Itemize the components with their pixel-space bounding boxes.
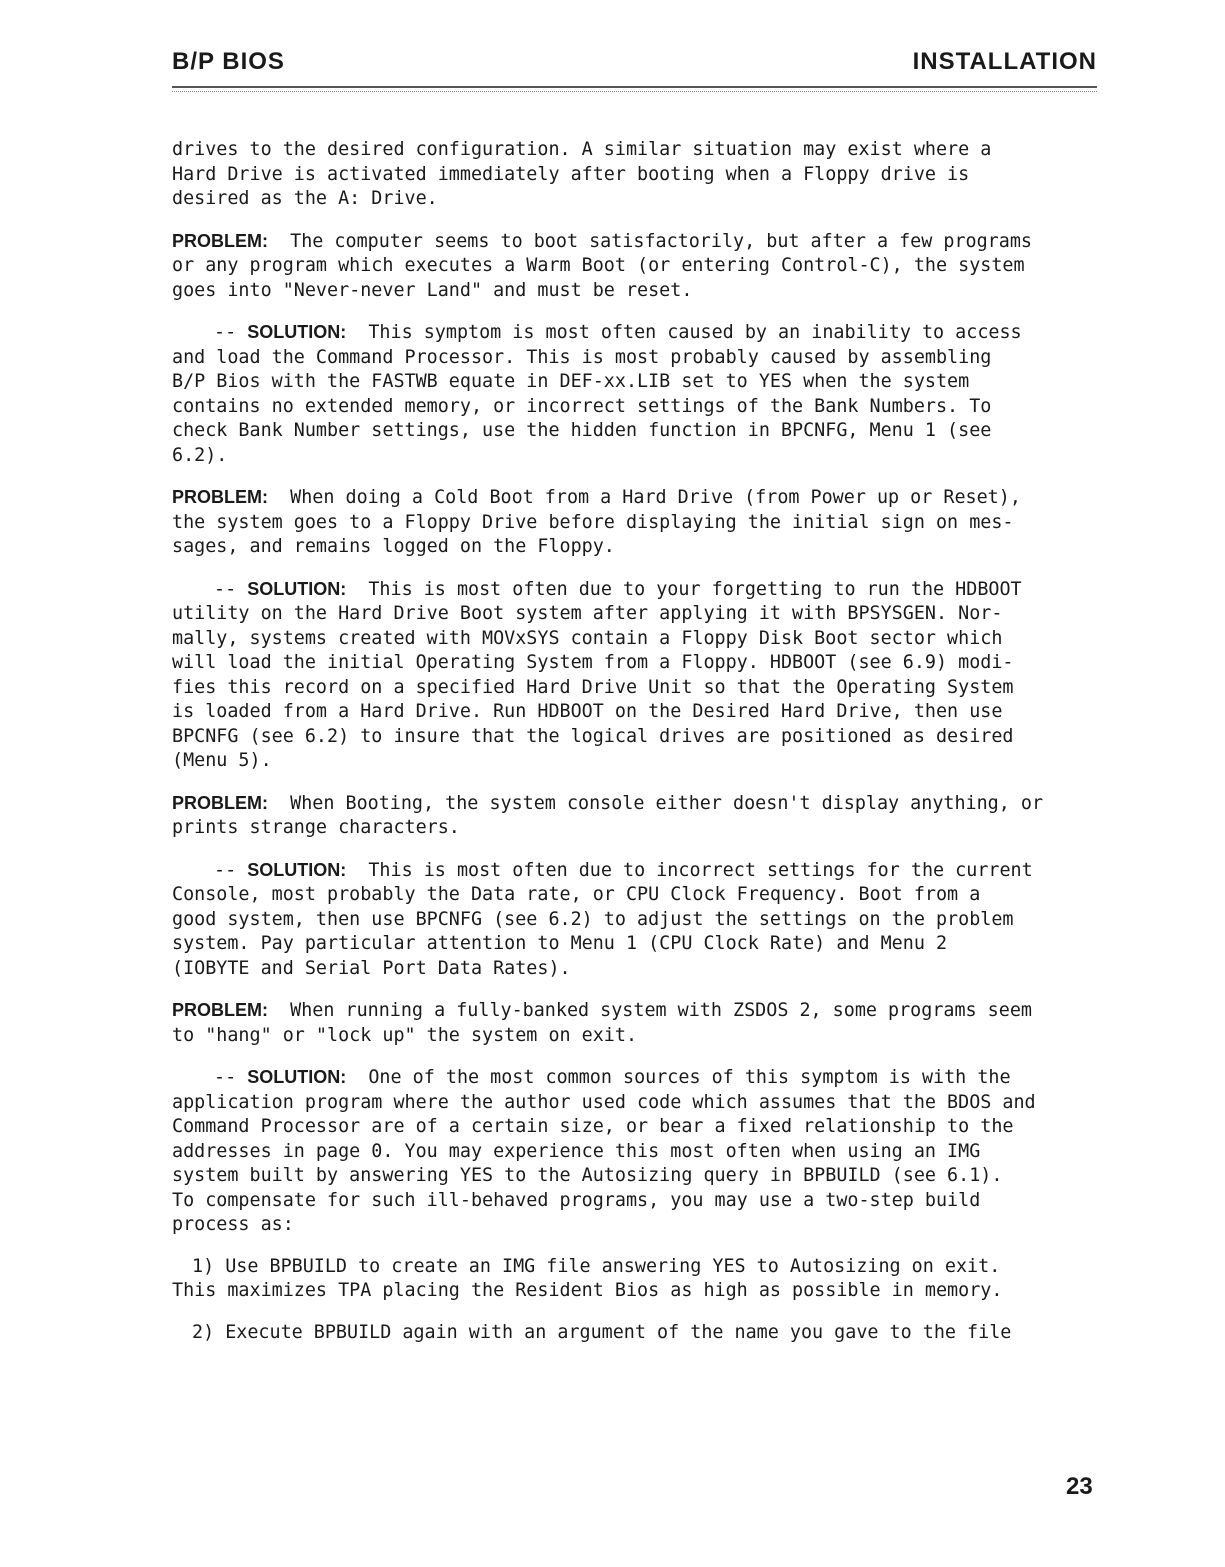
solution-paragraph	[172, 858, 1117, 982]
solution-label: SOLUTION:	[247, 578, 347, 599]
text-line: check Bank Number settings, use the hidden function in BPCNFG, Menu 1 (see	[172, 420, 992, 441]
text-line	[172, 229, 1117, 255]
solution-label: SOLUTION:	[247, 1067, 347, 1087]
text-line: (Menu 5).	[172, 750, 272, 771]
text-run: The computer seems to boot satisfactorily, but after a few programs	[268, 230, 1032, 252]
text-line: sages, and remains logged on the Floppy.	[172, 536, 615, 557]
text-line: and load the Command Processor. This is most probably caused by assembling	[172, 346, 992, 368]
text-line: B/P Bios with the FASTWB equate in DEF-xx.LIB set to YES when the system	[172, 371, 970, 392]
text-run: This is most often due to incorrect settings for the current	[346, 859, 1033, 881]
text-line	[172, 1065, 1117, 1091]
header-title-left: B/P BIOS	[172, 48, 285, 75]
text-line: desired as the A: Drive.	[172, 188, 438, 209]
text-line: to "hang" or "lock up" the system on exit.	[172, 1024, 638, 1046]
solution-label: SOLUTION:	[247, 859, 347, 880]
problem-label: PROBLEM:	[172, 1000, 268, 1020]
solution-label: SOLUTION:	[247, 322, 347, 342]
paragraph	[172, 138, 1117, 212]
dash-prefix: --	[214, 322, 248, 343]
text-line: 1) Use BPBUILD to create an IMG file answering YES to Autosizing on exit.	[192, 1255, 1001, 1277]
text-line	[172, 577, 1117, 603]
problem-paragraph	[172, 485, 1117, 560]
problem-label: PROBLEM:	[172, 230, 268, 251]
text-line: Console, most probably the Data rate, or CPU Clock Frequency. Boot from a	[172, 884, 981, 905]
text-line: the system goes to a Floppy Drive before displaying the initial sign on mes-	[172, 511, 1014, 533]
step-paragraph	[172, 1321, 1117, 1346]
text-line: system built by answering YES to the Autosizing query in BPBUILD (see 6.1).	[172, 1165, 1003, 1186]
text-line	[172, 998, 1117, 1024]
text-line: Hard Drive is activated immediately after booting when a Floppy drive is	[172, 163, 970, 185]
text-line: prints strange characters.	[172, 817, 460, 838]
problem-paragraph	[172, 229, 1117, 304]
text-line	[172, 858, 1117, 884]
text-line: fies this record on a specified Hard Drive Unit so that the Operating System	[172, 676, 1014, 698]
page-number: 23	[1066, 1473, 1093, 1500]
text-line: 2) Execute BPBUILD again with an argument of the name you gave to the file	[192, 1321, 1012, 1343]
text-line: To compensate for such ill-behaved programs, you may use a two-step build	[172, 1189, 981, 1211]
header-rule	[172, 86, 1097, 92]
text-run: This symptom is most often caused by an inability to access	[346, 322, 1022, 343]
text-line: goes into "Never-never Land" and must be reset.	[172, 279, 693, 301]
text-line: BPCNFG (see 6.2) to insure that the logical drives are positioned as desired	[172, 725, 1014, 747]
text-line: This maximizes TPA placing the Resident Bios as high as possible in memory.	[172, 1280, 1003, 1301]
problem-label: PROBLEM:	[172, 487, 268, 507]
text-run: When running a fully-banked system with ZSDOS 2, some programs seem	[268, 1000, 1032, 1021]
dash-prefix: --	[214, 578, 248, 600]
text-line: system. Pay particular attention to Menu 1 (CPU Clock Rate) and Menu 2	[172, 933, 948, 954]
solution-paragraph	[172, 577, 1117, 774]
problem-paragraph	[172, 791, 1117, 841]
text-line: mally, systems created with MOVxSYS contain a Floppy Disk Boot sector which	[172, 627, 1003, 649]
dash-prefix: --	[214, 859, 248, 881]
step-paragraph	[172, 1255, 1117, 1304]
text-line: Command Processor are of a certain size, or bear a fixed relationship to the	[172, 1116, 1014, 1137]
text-line: drives to the desired configuration. A similar situation may exist where a	[172, 139, 992, 160]
text-line	[172, 320, 1117, 346]
dash-prefix: --	[214, 1067, 248, 1088]
text-line: application program where the author used code which assumes that the BDOS and	[172, 1091, 1036, 1113]
text-line: (IOBYTE and Serial Port Data Rates).	[172, 957, 571, 979]
text-run: When doing a Cold Boot from a Hard Drive (from Power up or Reset),	[268, 487, 1021, 508]
text-line	[172, 485, 1117, 511]
text-line	[172, 791, 1117, 817]
text-line: 6.2).	[172, 444, 228, 466]
header-title-right: INSTALLATION	[912, 48, 1097, 75]
text-line: good system, then use BPCNFG (see 6.2) to adjust the settings on the problem	[172, 908, 1014, 930]
problem-paragraph	[172, 998, 1117, 1048]
problem-label: PROBLEM:	[172, 792, 268, 813]
text-run: This is most often due to your forgetting to run the HDBOOT	[346, 578, 1022, 600]
solution-paragraph	[172, 320, 1117, 468]
text-line: process as:	[172, 1214, 294, 1235]
text-line: or any program which executes a Warm Boot (or entering Control-C), the system	[172, 255, 1025, 276]
text-run: When Booting, the system console either doesn't display anything, or	[268, 792, 1044, 814]
text-line: utility on the Hard Drive Boot system after applying it with BPSYSGEN. Nor-	[172, 603, 1003, 624]
text-run: One of the most common sources of this symptom is with the	[346, 1067, 1011, 1088]
text-line: will load the initial Operating System from a Floppy. HDBOOT (see 6.9) modi-	[172, 652, 1014, 673]
page-header	[172, 48, 1097, 88]
document-body	[172, 138, 1117, 1362]
solution-paragraph	[172, 1065, 1117, 1238]
text-line: contains no extended memory, or incorrect settings of the Bank Numbers. To	[172, 395, 992, 417]
text-line: addresses in page 0. You may experience this most often when using an IMG	[172, 1140, 981, 1162]
text-line: is loaded from a Hard Drive. Run HDBOOT on the Desired Hard Drive, then use	[172, 701, 1003, 722]
